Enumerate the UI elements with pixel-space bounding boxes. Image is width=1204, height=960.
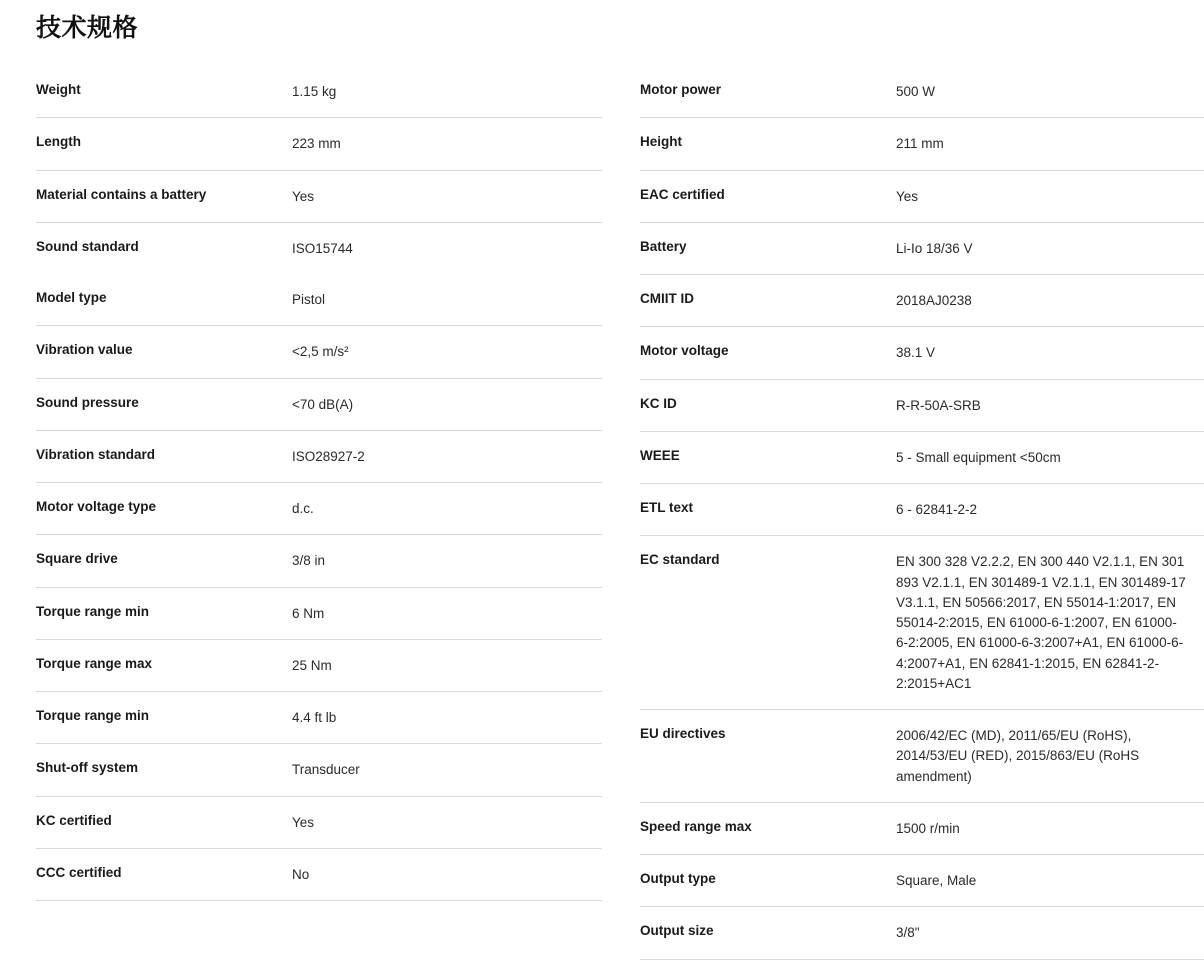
spec-row	[36, 66, 602, 118]
spec-value: 1.15 kg	[292, 84, 337, 99]
spec-value: EN 300 328 V2.2.2, EN 300 440 V2.1.1, EN 301 893 V2.1.1, EN 301489-1 V2.1.1, EN 301489-17 V3.1.1, EN 50566:2017, EN 55014-1:2017, EN 55014-2:2015, EN 61000-6-1:2007, EN 61000-6-2:2005, EN 61000-6-3:2007+A1, EN 61000-6-4:2007+A1, EN 62841-1:2015, EN 62841-2-2:2015+AC1	[896, 554, 1186, 691]
spec-row	[640, 710, 1204, 803]
spec-value: 3/8 in	[292, 553, 326, 569]
spec-value: No	[292, 866, 310, 882]
spec-label: Height	[640, 134, 682, 150]
spec-row	[640, 275, 1204, 327]
spec-value: Transducer	[292, 762, 360, 778]
spec-value: Yes	[896, 188, 919, 204]
spec-value: Yes	[292, 814, 315, 830]
spec-label: Shut-off system	[36, 760, 139, 776]
spec-value: ISO28927-2	[292, 448, 365, 464]
spec-row	[640, 66, 1204, 118]
spec-row	[640, 223, 1204, 275]
spec-value: 1500 r/min	[896, 820, 960, 836]
spec-label: KC ID	[640, 395, 677, 411]
spec-value: 6 Nm	[292, 605, 325, 621]
spec-value: 500 W	[896, 84, 936, 99]
spec-value: 6 - 62841-2-2	[896, 502, 978, 517]
spec-row	[36, 223, 602, 274]
spec-value: Yes	[292, 188, 315, 204]
spec-value: Li-Io 18/36 V	[896, 240, 973, 256]
spec-label: Sound pressure	[36, 394, 139, 410]
spec-row	[36, 379, 602, 431]
spec-value: R-R-50A-SRB	[896, 397, 981, 413]
spec-row	[36, 431, 602, 483]
spec-value: d.c.	[292, 501, 314, 516]
spec-row	[36, 535, 602, 587]
spec-column-left	[0, 66, 602, 901]
spec-row	[36, 274, 602, 326]
spec-value: 3/8"	[896, 925, 920, 941]
spec-value: Pistol	[292, 292, 326, 307]
spec-row	[36, 797, 602, 849]
spec-label: Square drive	[36, 551, 118, 567]
spec-label: Model type	[36, 290, 107, 305]
spec-label: EC standard	[640, 552, 720, 568]
spec-value: 38.1 V	[896, 345, 936, 361]
spec-label: Motor power	[640, 82, 721, 97]
spec-label: CMIIT ID	[640, 291, 694, 306]
spec-row	[640, 118, 1204, 170]
spec-label: Output type	[640, 871, 716, 886]
spec-value: 4.4 ft lb	[292, 710, 337, 725]
spec-label: Torque range min	[36, 603, 150, 619]
spec-label: Battery	[640, 238, 687, 254]
spec-row	[36, 171, 602, 223]
spec-row	[36, 118, 602, 170]
spec-label: Output size	[640, 923, 714, 939]
spec-row	[640, 484, 1204, 536]
spec-label: EAC certified	[640, 186, 725, 202]
spec-row	[36, 849, 602, 901]
spec-row	[640, 803, 1204, 855]
spec-row	[36, 692, 602, 744]
spec-label: Vibration value	[36, 342, 133, 358]
spec-columns	[0, 66, 1204, 960]
spec-row	[36, 483, 602, 535]
spec-label: Motor voltage type	[36, 499, 157, 514]
spec-value: 25 Nm	[292, 657, 332, 673]
spec-row	[640, 171, 1204, 223]
spec-label: Motor voltage	[640, 343, 729, 359]
spec-row	[640, 855, 1204, 907]
spec-label: Sound standard	[36, 238, 139, 254]
spec-value: Square, Male	[896, 873, 977, 888]
page-title: 技术规格	[36, 14, 139, 42]
spec-value: 211 mm	[896, 136, 944, 152]
spec-value: 2018AJ0238	[896, 293, 972, 308]
spec-label: ETL text	[640, 500, 694, 515]
spec-row	[36, 744, 602, 796]
spec-label: KC certified	[36, 812, 112, 828]
spec-label: EU directives	[640, 726, 726, 741]
spec-row	[36, 640, 602, 692]
spec-label: Torque range max	[36, 655, 153, 671]
spec-label: Torque range min	[36, 708, 150, 723]
spec-row	[640, 907, 1204, 959]
spec-label: Vibration standard	[36, 446, 156, 462]
spec-value: 5 - Small equipment <50cm	[896, 449, 1061, 465]
spec-row	[36, 588, 602, 640]
spec-label: Material contains a battery	[36, 186, 207, 202]
spec-label: Weight	[36, 82, 81, 97]
spec-value: 2006/42/EC (MD), 2011/65/EU (RoHS), 2014/53/EU (RED), 2015/863/EU (RoHS amendment)	[896, 728, 1140, 784]
spec-value: 223 mm	[292, 136, 341, 152]
spec-column-right	[602, 66, 1204, 960]
spec-label: Length	[36, 134, 81, 150]
spec-row	[640, 432, 1204, 484]
spec-label: Speed range max	[640, 818, 752, 834]
spec-label: WEEE	[640, 447, 680, 463]
spec-value: <2,5 m/s²	[292, 344, 349, 360]
spec-value: <70 dB(A)	[292, 396, 354, 412]
spec-row	[640, 536, 1204, 710]
spec-row	[640, 327, 1204, 379]
spec-label: CCC certified	[36, 864, 122, 880]
spec-row	[36, 326, 602, 378]
spec-row	[640, 380, 1204, 432]
spec-value: ISO15744	[292, 240, 353, 256]
